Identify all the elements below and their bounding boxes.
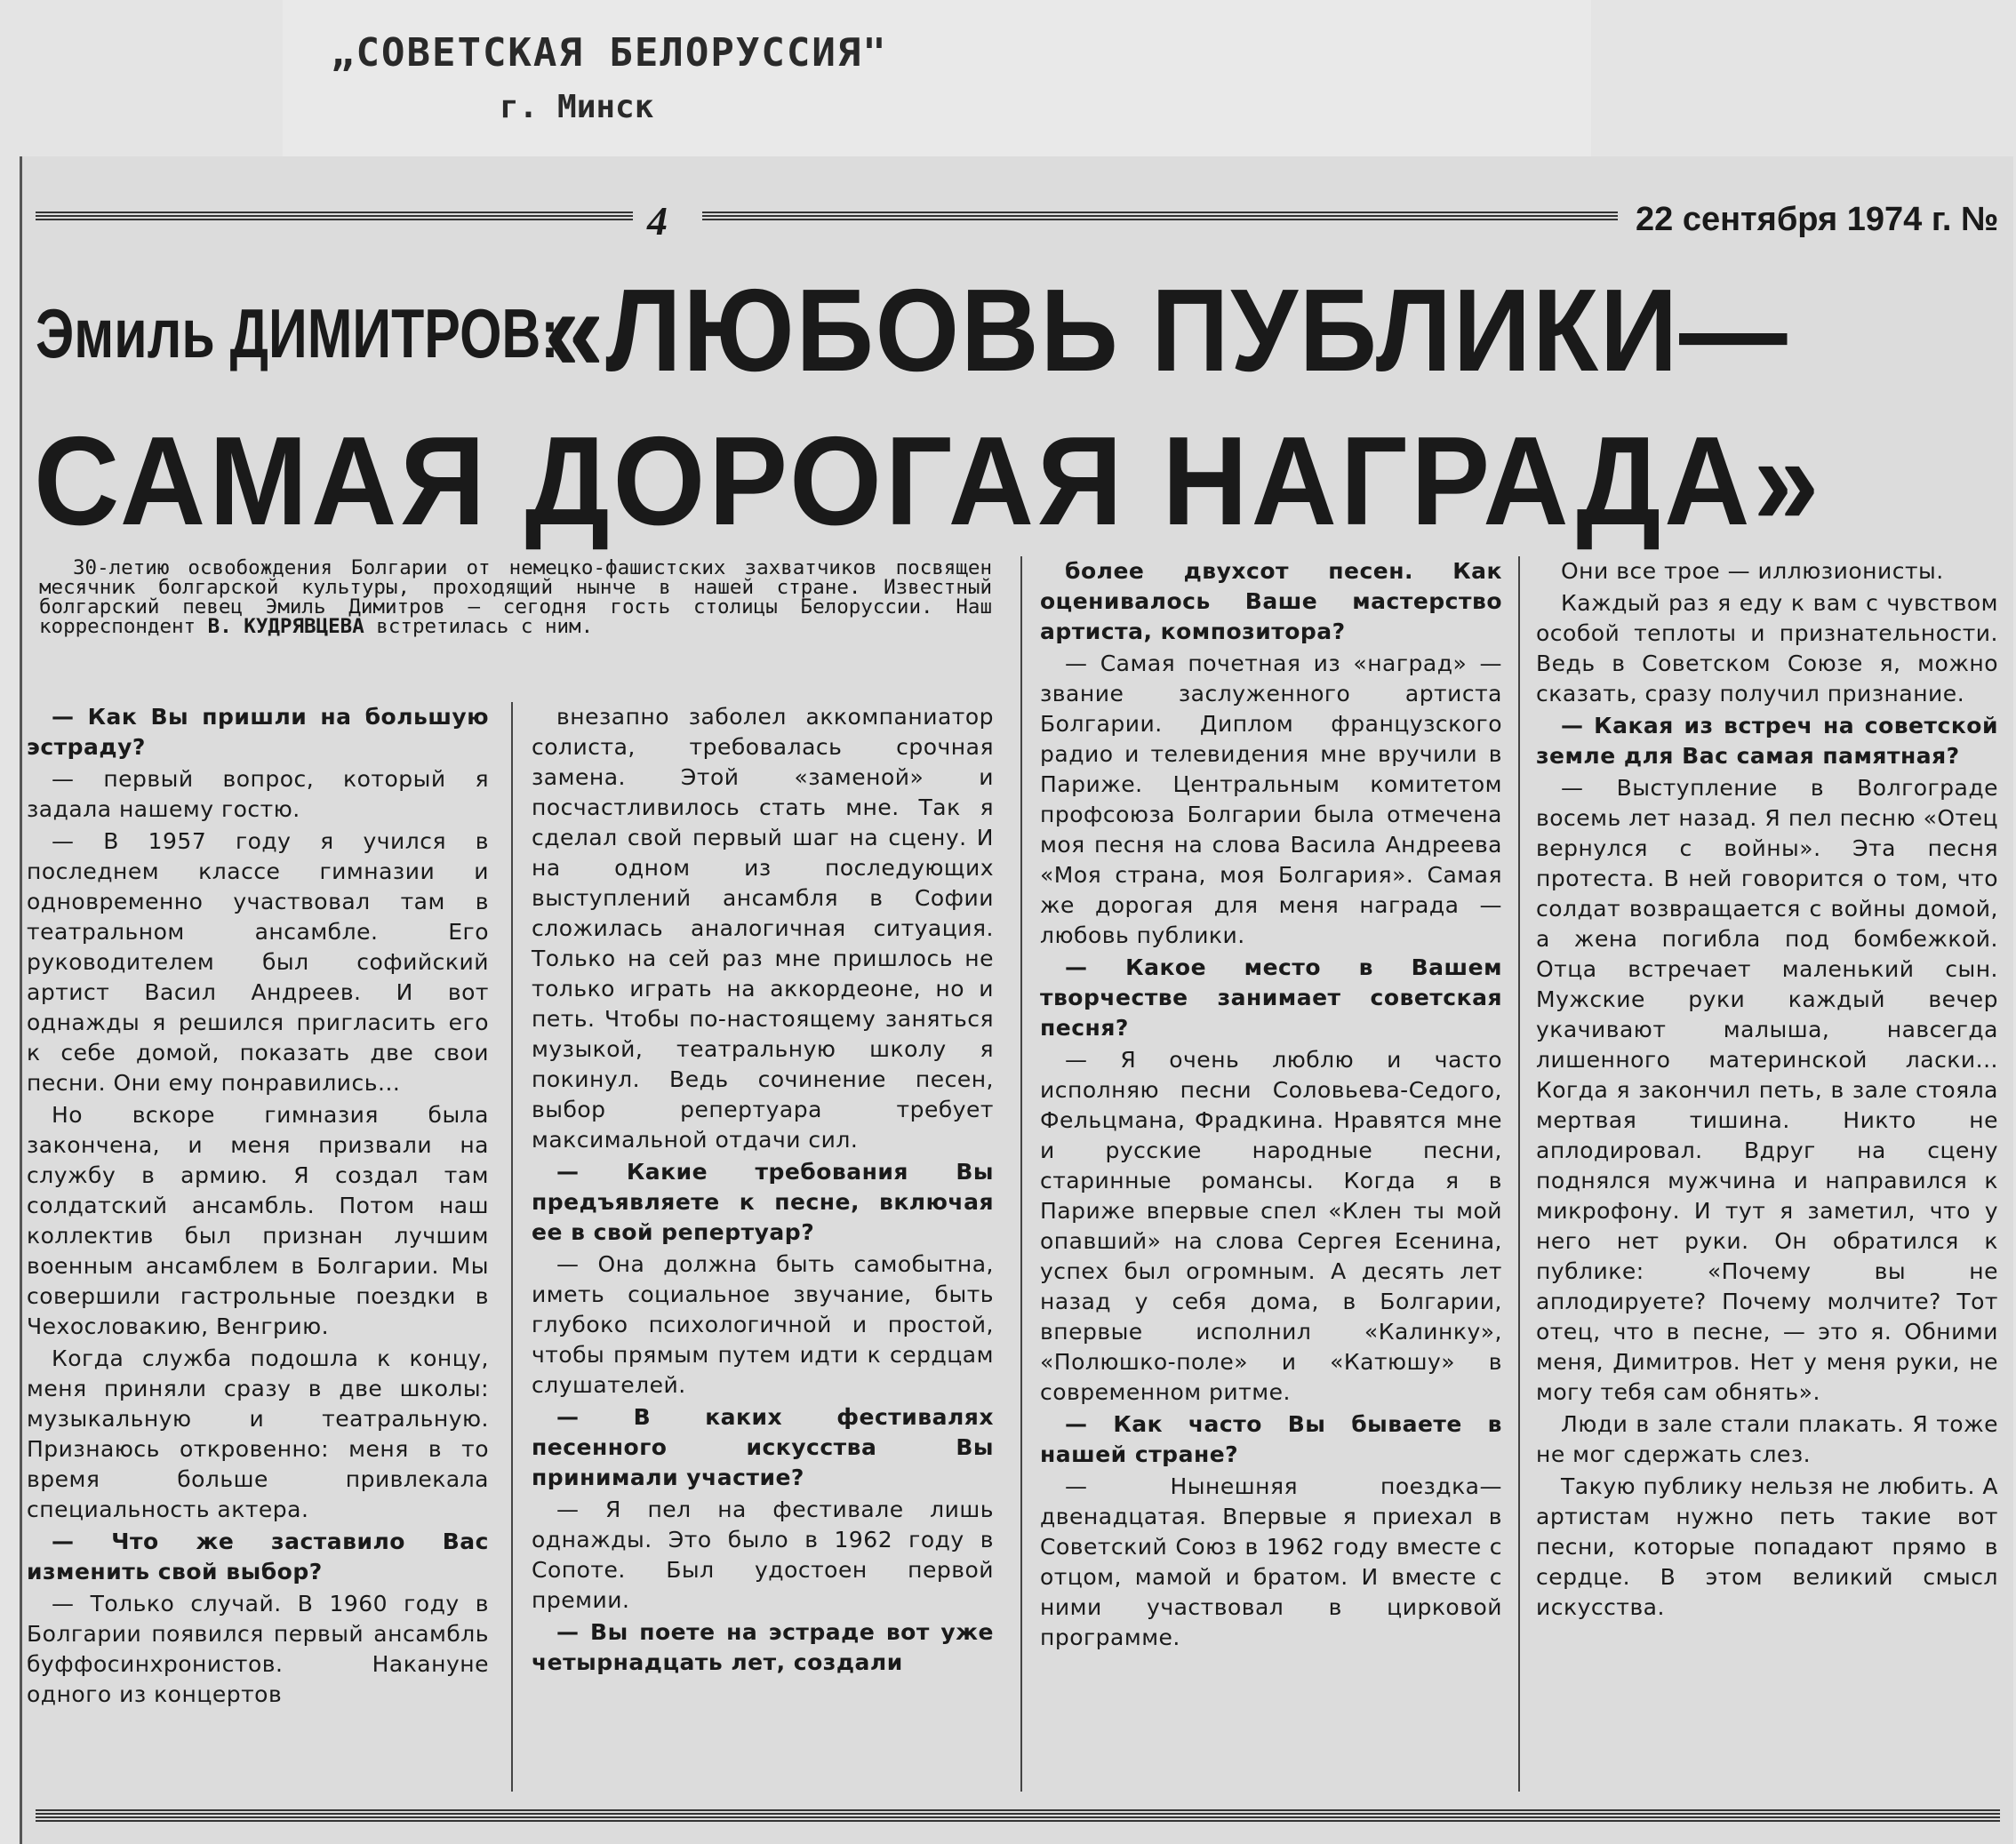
interview-question: — Как часто Вы бываете в нашей стране?: [1040, 1411, 1502, 1467]
interview-question: — Какое место в Вашем творчестве занимает советская песня?: [1040, 954, 1502, 1041]
interview-question: — Как Вы пришли на большую эстраду?: [27, 704, 489, 760]
interview-paragraph: — В 1957 году я учился в последнем классе гимназии и одновременно участвовал там в театральном ансамбле. Его руководителем был софийский артист Васил Андреев. И вот однажды я решился пригласить его к себе домой, показать две свои песни. Они ему понравились...: [27, 828, 489, 1096]
column-divider: [511, 702, 513, 1792]
interview-paragraph: — Она должна быть самобытна, иметь социальное звучание, быть глубоко психологичной и простой, чтобы прямым путем идти к сердцам слушателей.: [532, 1251, 994, 1398]
header-rule-middle: [702, 212, 1618, 222]
interview-paragraph: Они все трое — иллюзионисты.: [1561, 558, 1944, 584]
headline-name: Эмиль ДИМИТРОВ:: [36, 294, 559, 372]
interview-paragraph: — Нынешняя поездка—двенадцатая. Впервые я приехал в Советский Союз в 1962 году вместе с отцом, мамой и братом. И вместе с ними участвовал в цирковой программе.: [1040, 1473, 1502, 1650]
interview-question: — Вы поете на эстраде вот уже четырнадцать лет, создали: [532, 1619, 994, 1675]
footer-rule: [36, 1809, 2000, 1822]
interview-question: — Какая из встреч на советской земле для Вас самая памятная?: [1536, 713, 1998, 769]
interview-paragraph: Когда служба подошла к концу, меня приняли сразу в две школы: музыкальную и театральную. Признаюсь откровенно: меня в то время больше привлекала специальность актера.: [27, 1345, 489, 1522]
lead-author: В. КУДРЯВЦЕВА: [207, 615, 364, 638]
column-divider: [1518, 556, 1520, 1792]
interview-paragraph: Но вскоре гимназия была закончена, и меня призвали на службу в армию. Я создал там солдатский ансамбль. Потом наш коллектив был признан лучшим военным ансамблем в Болгарии. Мы совершили гастрольные поездки в Чехословакию, Венгрию.: [27, 1102, 489, 1339]
interview-question: — В каких фестивалях песенного искусства Вы принимали участие?: [532, 1404, 994, 1490]
newspaper-stamp-city: г. Минск: [500, 89, 654, 125]
page-number: 4: [647, 198, 668, 243]
interview-question: — Какие требования Вы предъявляете к песне, включая ее в свой репертуар?: [532, 1159, 994, 1245]
interview-paragraph: Люди в зале стали плакать. Я тоже не мог сдержать слез.: [1536, 1411, 1998, 1467]
headline-line-2: САМАЯ ДОРОГАЯ НАГРАДА»: [34, 411, 1823, 552]
article-column-2: [532, 702, 994, 1680]
interview-question: более двухсот песен. Как оценивалось Ваше мастерство артиста, композитора?: [1040, 558, 1502, 644]
interview-paragraph: — первый вопрос, который я задала нашему гостю.: [27, 766, 489, 822]
interview-paragraph: — Только случай. В 1960 году в Болгарии появился первый ансамбль буффосинхронистов. Накануне одного из концертов: [27, 1591, 489, 1707]
issue-date: 22 сентября 1974 г. №: [1636, 201, 1999, 238]
interview-paragraph: — Я пел на фестивале лишь однажды. Это было в 1962 году в Сопоте. Был удостоен первой премии.: [532, 1497, 994, 1613]
interview-paragraph: Такую публику нельзя не любить. А артистам нужно петь такие вот песни, которые попадают прямо в сердце. В этом великий смысл искусства.: [1536, 1473, 1998, 1620]
article-column-4: [1536, 556, 1998, 1624]
header-rule-left: [36, 212, 633, 222]
interview-paragraph: внезапно заболел аккомпаниатор солиста, требовалась срочная замена. Этой «заменой» и посчастливилось стать мне. Так я сделал свой первый шаг на сцену. И на одном из последующих выступлений ансамбля в Софии сложилась аналогичная ситуация. Только на сей раз мне пришлось не только играть на аккордеоне, но и петь. Чтобы по-настоящему заняться музыкой, театральную школу я покинул. Ведь сочинение песен, выбор репертуара требует максимальной отдачи сил.: [532, 704, 994, 1153]
interview-paragraph: — Я очень люблю и часто исполняю песни Соловьева-Седого, Фельцмана, Фрадкина. Нравятся мне и русские народные песни, старинные романсы. Когда я в Париже впервые спел «Клен ты мой опавший» на слова Сергея Есенина, успех был огромным. А десять лет назад у себя дома, в Болгарии, впервые исполнил «Калинку», «Полюшко-поле» и «Катюшу» в современном ритме.: [1040, 1047, 1502, 1405]
interview-paragraph: Каждый раз я еду к вам с чувством особой теплоты и признательности. Ведь в Советском Союзе я, можно сказать, сразу получил признание.: [1536, 590, 1998, 706]
interview-paragraph: — Выступление в Волгограде восемь лет назад. Я пел песню «Отец вернулся с войны». Эта песня протеста. В ней говорится о том, что солдат возвращается с войны домой, а жена погибла под бомбежкой. Отца встречает маленький сын. Мужские руки каждый вечер укачивают малыша, навсегда лишенного материнской ласки... Когда я закончил петь, в зале стояла мертвая тишина. Никто не аплодировал. Вдруг на сцену поднялся мужчина и направился к микрофону. И тут я заметил, что у него нет руки. Он обратился к публике: «Почему вы не аплодируете? Почему молчите? Тот отец, что в песне, — это я. Обними меня, Димитров. Нет у меня руки, не могу тебя сам обнять».: [1536, 775, 1998, 1405]
interview-paragraph: — Самая почетная из «наград» — звание заслуженного артиста Болгарии. Диплом французского радио и телевидения мне вручили в Париже. Центральным комитетом профсоюза Болгарии была отмечена моя песня на слова Васила Андреева «Моя страна, моя Болгария». Самая же дорогая для меня награда — любовь публики.: [1040, 651, 1502, 948]
article-column-1: [27, 702, 489, 1712]
headline-line-1: «ЛЮБОВЬ ПУБЛИКИ—: [544, 265, 1789, 395]
article-column-3: [1040, 556, 1502, 1655]
lead-paragraph: 30-летию освобождения Болгарии от немецко-фашистских захватчиков посвящен месячник болгарской культуры, проходящий нынче в нашей стране. Известный болгарский певец Эмиль Димитров — сегодня гость столицы Белоруссии. Наш корреспондент В. КУДРЯВЦЕВА встретилась с ним.: [39, 556, 992, 638]
column-divider: [1020, 556, 1022, 1792]
newspaper-stamp-title: „СОВЕТСКАЯ БЕЛОРУССИЯ": [331, 30, 888, 76]
interview-question: — Что же заставило Вас изменить свой выбор?: [27, 1529, 489, 1585]
